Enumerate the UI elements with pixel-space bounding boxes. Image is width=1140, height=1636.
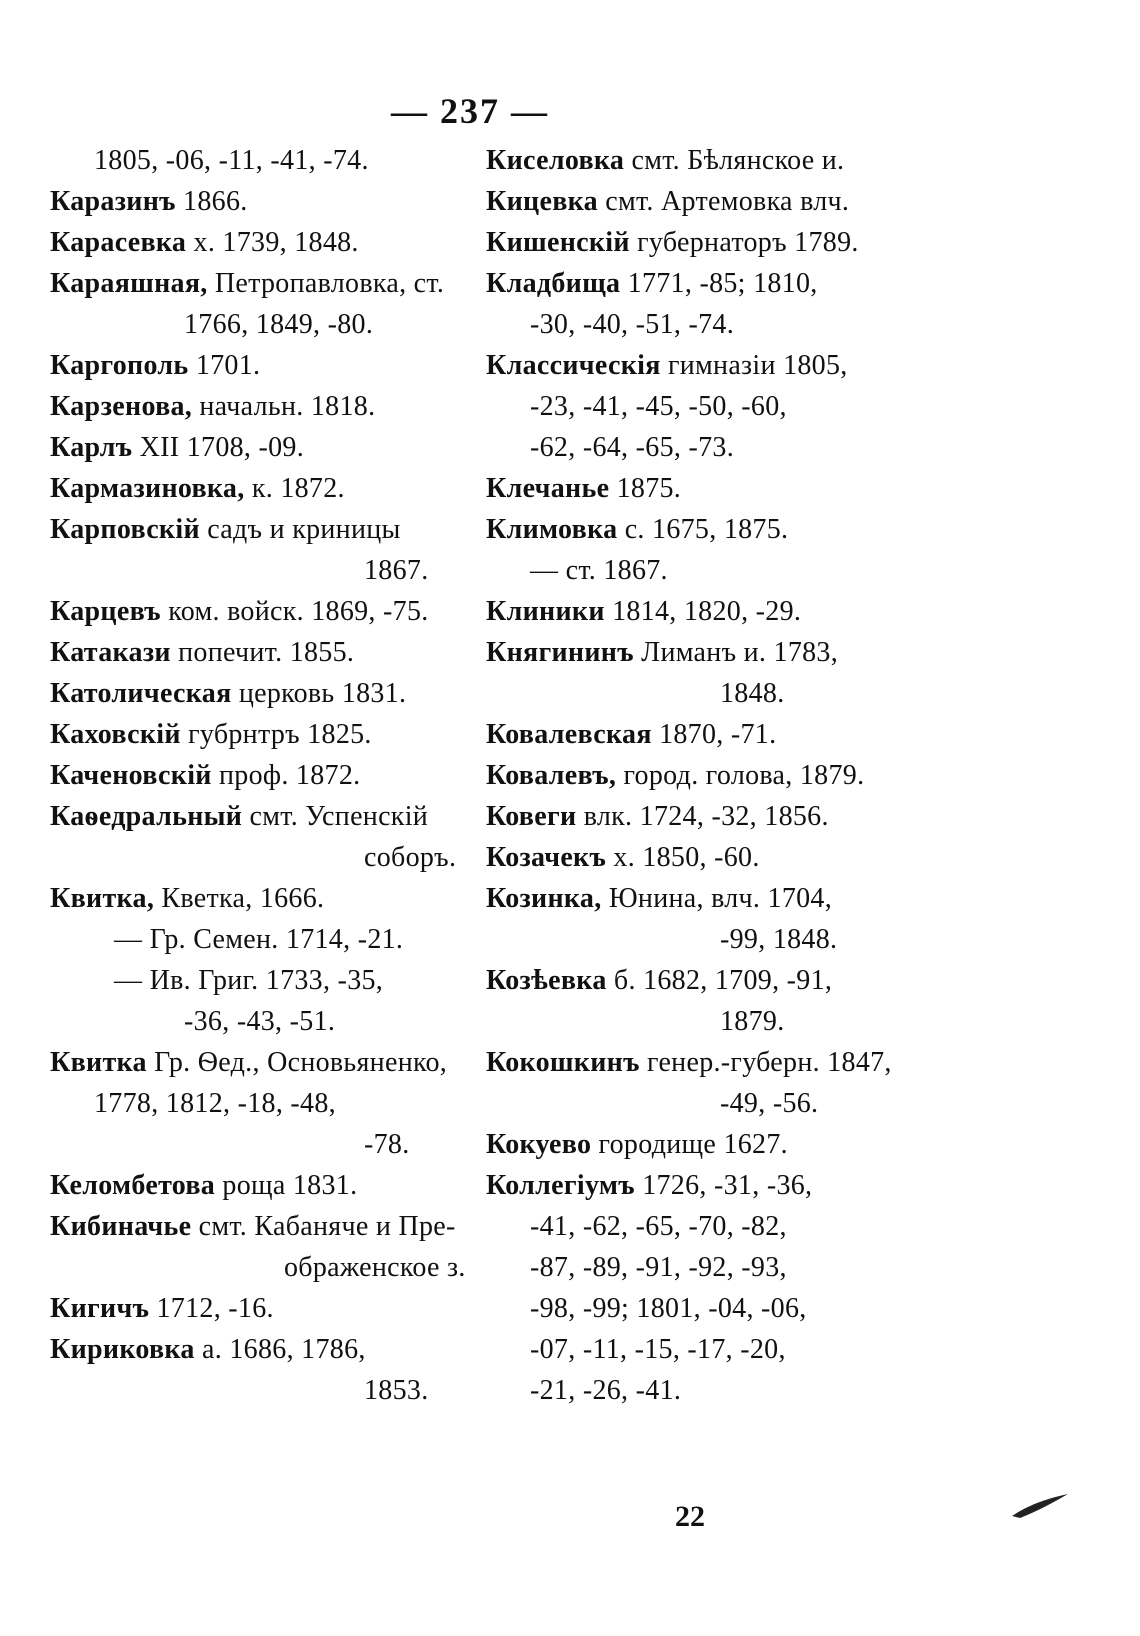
entry-references: ком. войск. 1869, -75.	[160, 596, 429, 627]
signature-mark: 22	[675, 1500, 705, 1533]
index-entry	[34, 468, 454, 509]
index-entry	[34, 181, 454, 222]
entry-heading: Кицевка	[486, 186, 598, 217]
entry-references: смт. Бѣлянское и.	[624, 145, 845, 176]
entry-references: -41, -62, -65, -70, -82,	[530, 1211, 787, 1242]
index-entry	[34, 345, 454, 386]
entry-references: городище 1627.	[591, 1129, 788, 1160]
index-entry	[470, 263, 890, 304]
index-entry	[470, 837, 890, 878]
entry-heading: Классическія	[486, 350, 661, 381]
entry-references: гимназіи 1805,	[660, 350, 848, 381]
entry-heading: Каховскій	[50, 719, 181, 750]
entry-references: 1853.	[364, 1375, 429, 1406]
entry-references: 1814, 1820, -29.	[604, 596, 802, 627]
index-entry	[34, 1083, 454, 1124]
index-entry	[470, 1206, 890, 1247]
entry-references: смт. Кабаняче и Пре-	[191, 1211, 456, 1242]
entry-references: ображенское з.	[284, 1252, 466, 1283]
entry-heading: Катакази	[50, 637, 171, 668]
index-entry	[34, 1124, 454, 1165]
entry-heading: Карасевка	[50, 227, 187, 258]
ink-blot-icon	[1010, 1490, 1070, 1520]
entry-references: смт. Успенскій	[242, 801, 429, 832]
index-entry	[470, 632, 890, 673]
entry-references: -87, -89, -91, -92, -93,	[530, 1252, 787, 1283]
entry-references: 1701.	[188, 350, 261, 381]
page-header: — 237 —	[391, 91, 549, 131]
entry-heading: Карцевъ	[50, 596, 161, 627]
entry-references: 1879.	[720, 1006, 785, 1037]
entry-references: начальн. 1818.	[192, 391, 376, 422]
entry-references: влк. 1724, -32, 1856.	[576, 801, 829, 832]
index-entry	[470, 222, 890, 263]
index-entry	[34, 714, 454, 755]
entry-references: -30, -40, -51, -74.	[530, 309, 734, 340]
index-entry	[34, 796, 454, 837]
index-entry	[470, 550, 890, 591]
entry-references: -62, -64, -65, -73.	[530, 432, 734, 463]
entry-heading: Кириковка	[50, 1334, 195, 1365]
entry-heading: Каргополь	[50, 350, 189, 381]
index-entry	[34, 509, 454, 550]
index-entry	[470, 386, 890, 427]
entry-references: 1712, -16.	[149, 1293, 274, 1324]
index-entry	[34, 632, 454, 673]
index-entry	[34, 755, 454, 796]
entry-references: 1848.	[720, 678, 785, 709]
entry-references: садъ и криницы	[199, 514, 401, 545]
entry-references: 1867.	[364, 555, 429, 586]
entry-heading: Климовка	[486, 514, 618, 545]
entry-heading: Киселовка	[486, 145, 625, 176]
entry-heading: Козѣевка	[486, 965, 607, 996]
entry-heading: Княгининъ	[486, 637, 634, 668]
entry-heading: Католическая	[50, 678, 232, 709]
index-entry	[470, 673, 890, 714]
entry-references: церковь 1831.	[231, 678, 407, 709]
entry-heading: Кибиначье	[50, 1211, 192, 1242]
entry-references: -78.	[364, 1129, 410, 1160]
index-entry	[34, 222, 454, 263]
entry-references: 1726, -31, -36,	[634, 1170, 813, 1201]
entry-heading: Кигичъ	[50, 1293, 150, 1324]
entry-references: -23, -41, -45, -50, -60,	[530, 391, 787, 422]
entry-heading: Кармазиновка,	[50, 473, 245, 504]
index-entry	[34, 550, 454, 591]
index-entry	[470, 140, 890, 181]
entry-references: 1778, 1812, -18, -48,	[94, 1088, 336, 1119]
entry-references: Петропавловка, ст.	[207, 268, 445, 299]
index-entry	[34, 386, 454, 427]
index-entry	[470, 1288, 890, 1329]
entry-heading: Кишенскій	[486, 227, 630, 258]
entry-heading: Клиники	[486, 596, 605, 627]
index-entry	[34, 1165, 454, 1206]
entry-references: Гр. Ѳед., Основьяненко,	[146, 1047, 448, 1078]
entry-references: -36, -43, -51.	[184, 1006, 336, 1037]
entry-references: -21, -26, -41.	[530, 1375, 682, 1406]
index-entry	[470, 304, 890, 345]
index-entry	[34, 263, 454, 304]
entry-heading: Ковалевъ,	[486, 760, 617, 791]
index-entry	[470, 468, 890, 509]
index-entry	[34, 140, 454, 181]
entry-references: -49, -56.	[720, 1088, 819, 1119]
entry-heading: Караяшная,	[50, 268, 208, 299]
entry-references: 1870, -71.	[651, 719, 777, 750]
index-entry	[34, 1001, 454, 1042]
index-entry	[34, 1247, 466, 1288]
entry-references: губернаторъ 1789.	[629, 227, 859, 258]
index-entry	[34, 837, 457, 878]
entry-references: 1771, -85; 1810,	[620, 268, 818, 299]
entry-references: 1766, 1849, -80.	[184, 309, 374, 340]
entry-heading: Коллегіумъ	[486, 1170, 635, 1201]
index-entry	[470, 427, 890, 468]
entry-references: соборъ.	[364, 842, 457, 873]
index-entry	[34, 304, 454, 345]
entry-heading: Каразинъ	[50, 186, 176, 217]
index-entry	[34, 1042, 454, 1083]
entry-heading: Каѳедральный	[50, 801, 243, 832]
entry-heading: Карлъ	[50, 432, 133, 463]
entry-references: попечит. 1855.	[170, 637, 355, 668]
entry-references: — Гр. Семен. 1714, -21.	[114, 924, 404, 955]
entry-heading: Ковалевская	[486, 719, 652, 750]
index-entry	[470, 714, 890, 755]
index-entry	[34, 673, 454, 714]
entry-heading: Карзенова,	[50, 391, 193, 422]
index-entry	[470, 509, 890, 550]
index-entry	[34, 1370, 454, 1411]
entry-references: роща 1831.	[215, 1170, 358, 1201]
index-entry	[470, 1001, 890, 1042]
index-entry	[470, 796, 890, 837]
index-entry	[470, 1124, 890, 1165]
entry-heading: Карповскій	[50, 514, 200, 545]
entry-references: х. 1739, 1848.	[186, 227, 359, 258]
index-entry	[34, 1329, 454, 1370]
index-entry	[470, 1165, 890, 1206]
entry-references: х. 1850, -60.	[606, 842, 760, 873]
entry-references: 1805, -06, -11, -41, -74.	[94, 145, 369, 176]
entry-heading: Кокошкинъ	[486, 1047, 640, 1078]
index-entry	[470, 1370, 890, 1411]
entry-references: генер.-губерн. 1847,	[639, 1047, 892, 1078]
entry-references: с. 1675, 1875.	[617, 514, 789, 545]
entry-references: — ст. 1867.	[530, 555, 668, 586]
entry-heading: Квитка,	[50, 883, 155, 914]
index-entry	[470, 878, 890, 919]
entry-references: смт. Артемовка влч.	[597, 186, 850, 217]
entry-references: -07, -11, -15, -17, -20,	[530, 1334, 786, 1365]
entry-references: Юнина, влч. 1704,	[601, 883, 833, 914]
right-column	[470, 140, 890, 1411]
entry-references: 1875.	[609, 473, 682, 504]
index-entry	[470, 1042, 890, 1083]
entry-references: -99, 1848.	[720, 924, 838, 955]
index-entry	[34, 1288, 454, 1329]
index-entry	[470, 1329, 890, 1370]
index-entry	[470, 181, 890, 222]
index-entry	[34, 591, 454, 632]
entry-heading: Ковеги	[486, 801, 577, 832]
entry-heading: Клечанье	[486, 473, 610, 504]
entry-heading: Каченовскій	[50, 760, 212, 791]
index-entry	[34, 919, 454, 960]
entry-heading: Келомбетова	[50, 1170, 216, 1201]
entry-heading: Квитка	[50, 1047, 147, 1078]
index-entry	[470, 755, 890, 796]
index-entry	[34, 427, 454, 468]
entry-heading: Козачекъ	[486, 842, 607, 873]
entry-references: -98, -99; 1801, -04, -06,	[530, 1293, 807, 1324]
entry-references: XII 1708, -09.	[132, 432, 305, 463]
entry-references: — Ив. Григ. 1733, -35,	[114, 965, 384, 996]
entry-references: губрнтръ 1825.	[180, 719, 372, 750]
entry-heading: Кокуево	[486, 1129, 592, 1160]
entry-heading: Козинка,	[486, 883, 602, 914]
index-entry	[470, 345, 890, 386]
index-entry	[34, 1206, 454, 1247]
index-entry	[34, 960, 454, 1001]
index-entry	[470, 591, 890, 632]
entry-references: б. 1682, 1709, -91,	[606, 965, 833, 996]
entry-references: проф. 1872.	[211, 760, 361, 791]
index-entry	[470, 1083, 890, 1124]
entry-references: Кветка, 1666.	[154, 883, 325, 914]
index-entry	[470, 919, 890, 960]
entry-references: а. 1686, 1786,	[194, 1334, 366, 1365]
index-entry	[34, 878, 454, 919]
entry-references: Лиманъ и. 1783,	[633, 637, 839, 668]
index-entry	[470, 960, 890, 1001]
entry-references: к. 1872.	[244, 473, 345, 504]
entry-references: город. голова, 1879.	[616, 760, 865, 791]
index-entry	[470, 1247, 890, 1288]
entry-references: 1866.	[175, 186, 248, 217]
entry-heading: Кладбища	[486, 268, 621, 299]
left-column	[34, 140, 466, 1411]
